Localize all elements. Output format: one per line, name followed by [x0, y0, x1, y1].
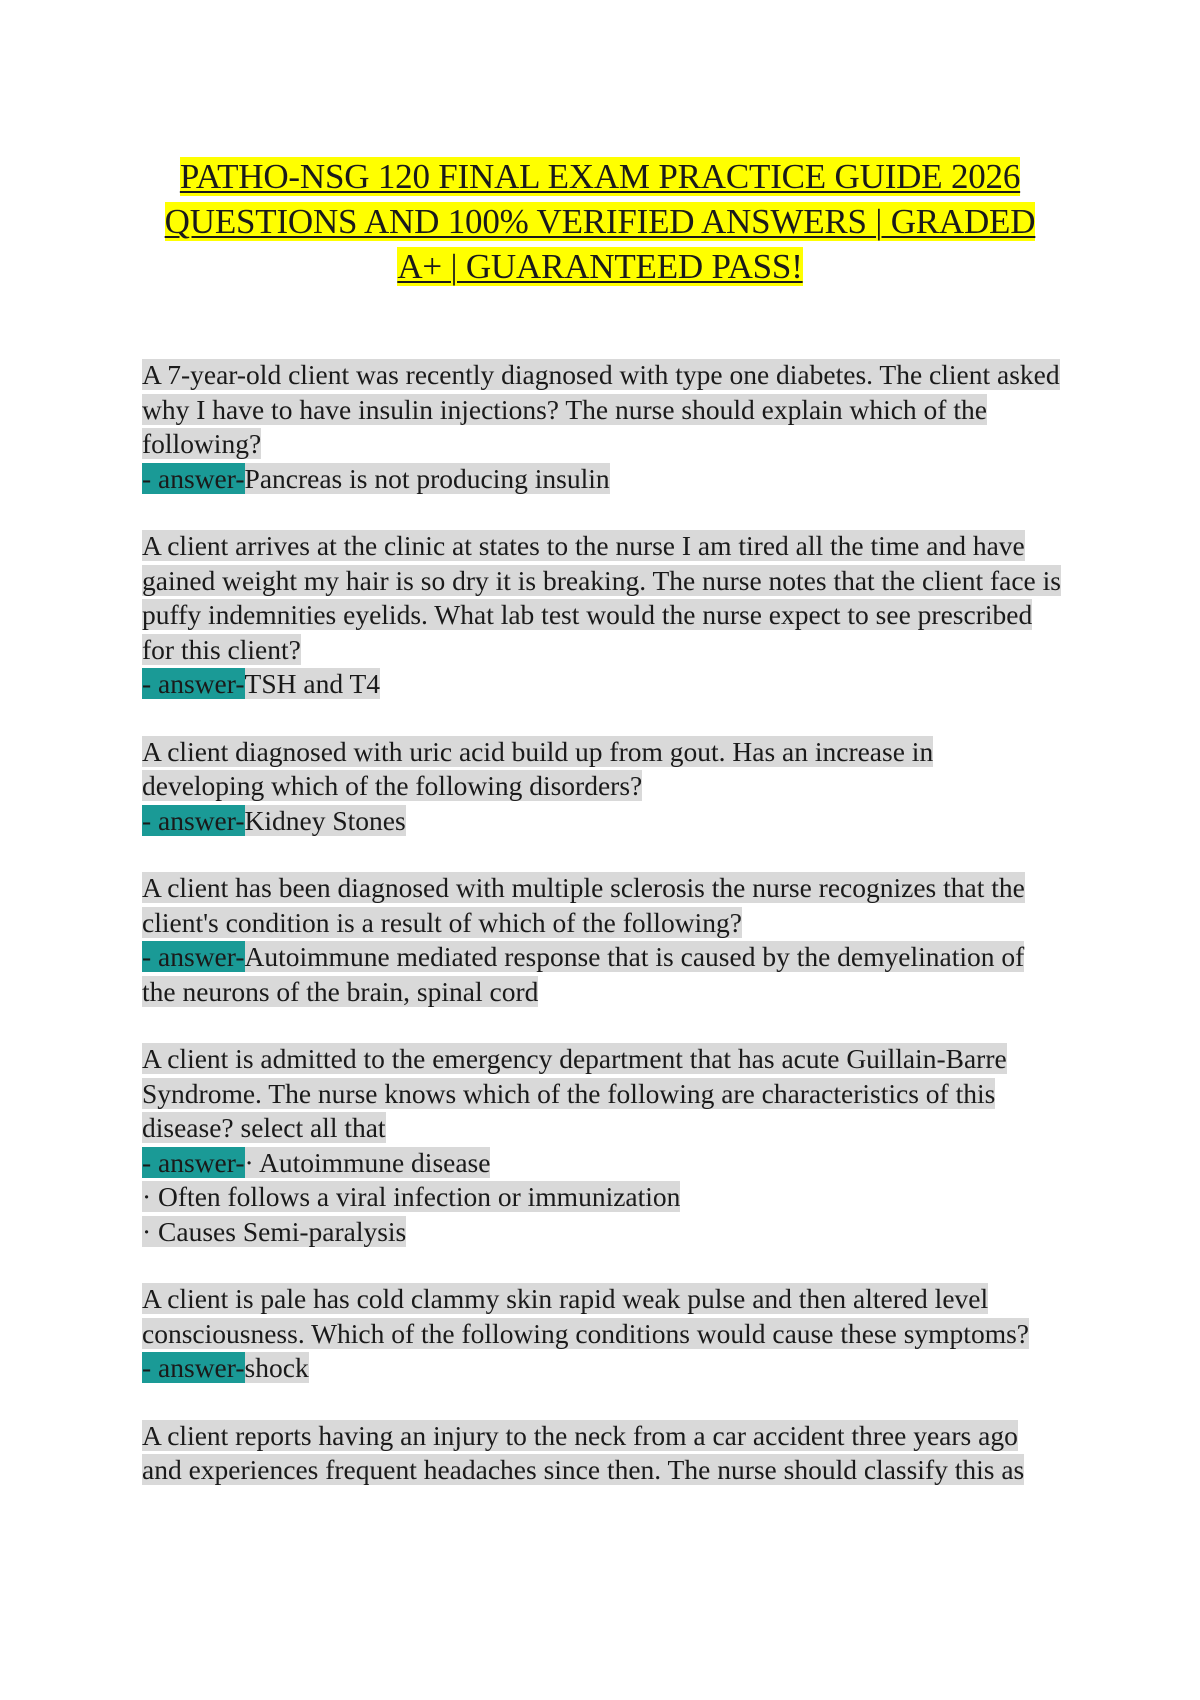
document-title-text: PATHO-NSG 120 FINAL EXAM PRACTICE GUIDE 2026 QUESTIONS AND 100% VERIFIED ANSWERS | GRADED A+ | GUARANTEED PASS!: [164, 157, 1036, 286]
qa-item: [142, 1282, 1062, 1386]
qa-item: [142, 1419, 1062, 1488]
answer-line: [142, 804, 1062, 839]
question-text: A client is pale has cold clammy skin rapid weak pulse and then altered level consciousness. Which of the following conditions would cause these symptoms?: [142, 1283, 1029, 1349]
question-text: A client reports having an injury to the neck from a car accident three years ago and experiences frequent headaches since then. The nurse should classify this as: [142, 1419, 1025, 1485]
qa-item: [142, 735, 1062, 839]
answer-line: [142, 462, 1062, 497]
qa-item: [142, 358, 1062, 496]
answer-tag: - answer-: [142, 1146, 245, 1178]
question-text: A client is admitted to the emergency department that has acute Guillain-Barre Syndrome. The nurse knows which of the following are characteristics of this disease? select all that: [142, 1043, 1007, 1143]
answer-line: [142, 940, 1062, 1009]
answer-bullet: · Often follows a viral infection or immunization: [142, 1181, 681, 1212]
answer-bullet: · Causes Semi-paralysis: [142, 1215, 407, 1247]
question-text: A client diagnosed with uric acid build up from gout. Has an increase in developing which of the following disorders?: [142, 735, 934, 801]
answer-line: [142, 1146, 1062, 1181]
answer-text: TSH and T4: [244, 668, 380, 699]
qa-list: [142, 358, 1062, 1521]
answer-tag: - answer-: [142, 1352, 245, 1383]
answer-line: [142, 1351, 1062, 1386]
answer-text: · Autoimmune disease: [244, 1146, 491, 1178]
answer-text: shock: [244, 1352, 309, 1383]
answer-tag: - answer-: [142, 462, 245, 494]
document-title: [140, 154, 1060, 289]
answer-line: [142, 667, 1062, 702]
question-text: A client has been diagnosed with multiple sclerosis the nurse recognizes that the client's condition is a result of which of the following?: [142, 872, 1025, 938]
answer-text: Pancreas is not producing insulin: [244, 462, 610, 494]
answer-text: Kidney Stones: [244, 804, 406, 836]
question-text: A 7-year-old client was recently diagnosed with type one diabetes. The client asked why I have to have insulin injections? The nurse should explain which of the following?: [142, 359, 1060, 459]
answer-tag: - answer-: [142, 804, 245, 836]
qa-item: [142, 871, 1062, 1009]
answer-text: Autoimmune mediated response that is caused by the demyelination of the neurons of the brain, spinal cord: [142, 941, 1025, 1007]
qa-item: [142, 1042, 1062, 1249]
qa-item: [142, 529, 1062, 702]
answer-tag: - answer-: [142, 941, 245, 972]
question-text: A client arrives at the clinic at states to the nurse I am tired all the time and have gained weight my hair is so dry it is breaking. The nurse notes that the client face is puffy indemnities eyelids. What lab test would the nurse expect to see prescribed for this client?: [142, 530, 1061, 665]
answer-tag: - answer-: [142, 668, 245, 699]
